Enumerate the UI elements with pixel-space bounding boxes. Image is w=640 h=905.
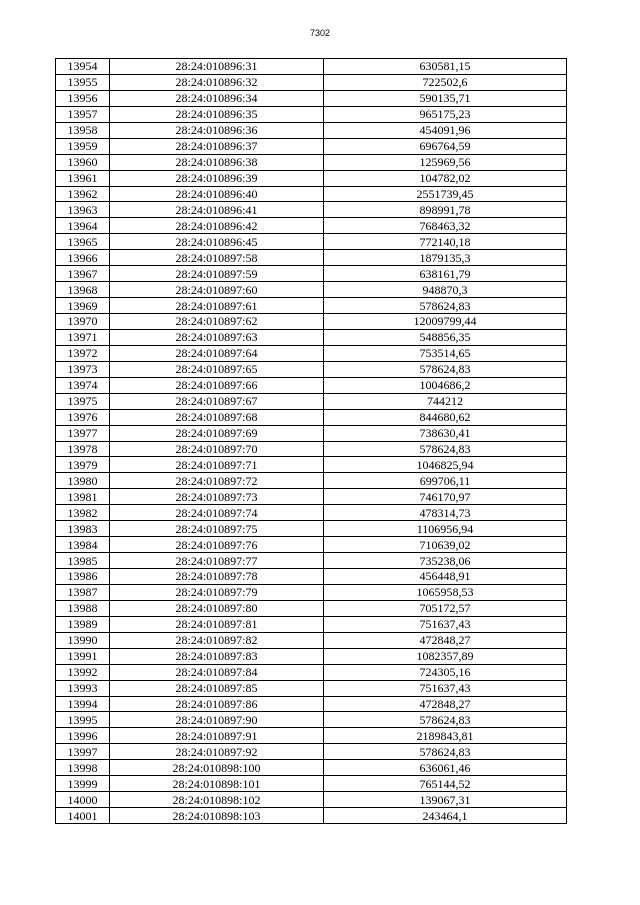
value-cell: 1879135,3 bbox=[324, 250, 567, 266]
row-number-cell: 13972 bbox=[56, 345, 110, 361]
cadastral-number-cell: 28:24:010897:74 bbox=[110, 505, 324, 521]
cadastral-number-cell: 28:24:010897:68 bbox=[110, 409, 324, 425]
row-number-cell: 13959 bbox=[56, 138, 110, 154]
row-number-cell: 13992 bbox=[56, 664, 110, 680]
row-number-cell: 13988 bbox=[56, 600, 110, 616]
value-cell: 751637,43 bbox=[324, 680, 567, 696]
value-cell: 578624,83 bbox=[324, 298, 567, 314]
registry-table bbox=[55, 58, 567, 824]
table-row bbox=[56, 138, 567, 154]
row-number-cell: 13964 bbox=[56, 218, 110, 234]
cadastral-number-cell: 28:24:010897:66 bbox=[110, 377, 324, 393]
cadastral-number-cell: 28:24:010896:37 bbox=[110, 138, 324, 154]
row-number-cell: 13955 bbox=[56, 74, 110, 90]
value-cell: 751637,43 bbox=[324, 616, 567, 632]
cadastral-number-cell: 28:24:010897:76 bbox=[110, 537, 324, 553]
value-cell: 844680,62 bbox=[324, 409, 567, 425]
row-number-cell: 13956 bbox=[56, 90, 110, 106]
table-row bbox=[56, 170, 567, 186]
table-row bbox=[56, 106, 567, 122]
row-number-cell: 13983 bbox=[56, 521, 110, 537]
table-row bbox=[56, 186, 567, 202]
value-cell: 630581,15 bbox=[324, 59, 567, 75]
table-row bbox=[56, 744, 567, 760]
cadastral-number-cell: 28:24:010897:61 bbox=[110, 298, 324, 314]
cadastral-number-cell: 28:24:010896:35 bbox=[110, 106, 324, 122]
row-number-cell: 13962 bbox=[56, 186, 110, 202]
row-number-cell: 14000 bbox=[56, 792, 110, 808]
table-row bbox=[56, 425, 567, 441]
table-row bbox=[56, 792, 567, 808]
row-number-cell: 13985 bbox=[56, 553, 110, 569]
value-cell: 578624,83 bbox=[324, 744, 567, 760]
row-number-cell: 13991 bbox=[56, 648, 110, 664]
table-row bbox=[56, 59, 567, 75]
value-cell: 1082357,89 bbox=[324, 648, 567, 664]
row-number-cell: 13986 bbox=[56, 569, 110, 585]
row-number-cell: 13996 bbox=[56, 728, 110, 744]
cadastral-number-cell: 28:24:010897:75 bbox=[110, 521, 324, 537]
table-row bbox=[56, 266, 567, 282]
value-cell: 478314,73 bbox=[324, 505, 567, 521]
value-cell: 696764,59 bbox=[324, 138, 567, 154]
table-row bbox=[56, 760, 567, 776]
row-number-cell: 13982 bbox=[56, 505, 110, 521]
table-row bbox=[56, 250, 567, 266]
table-row bbox=[56, 473, 567, 489]
value-cell: 578624,83 bbox=[324, 441, 567, 457]
table-row bbox=[56, 457, 567, 473]
cadastral-number-cell: 28:24:010897:59 bbox=[110, 266, 324, 282]
table-row bbox=[56, 521, 567, 537]
cadastral-number-cell: 28:24:010896:38 bbox=[110, 154, 324, 170]
cadastral-number-cell: 28:24:010897:58 bbox=[110, 250, 324, 266]
row-number-cell: 13973 bbox=[56, 361, 110, 377]
row-number-cell: 13974 bbox=[56, 377, 110, 393]
cadastral-number-cell: 28:24:010897:67 bbox=[110, 393, 324, 409]
cadastral-number-cell: 28:24:010897:91 bbox=[110, 728, 324, 744]
value-cell: 636061,46 bbox=[324, 760, 567, 776]
row-number-cell: 13978 bbox=[56, 441, 110, 457]
value-cell: 548856,35 bbox=[324, 329, 567, 345]
row-number-cell: 13990 bbox=[56, 632, 110, 648]
table-row bbox=[56, 489, 567, 505]
cadastral-number-cell: 28:24:010897:79 bbox=[110, 584, 324, 600]
cadastral-number-cell: 28:24:010897:63 bbox=[110, 329, 324, 345]
value-cell: 454091,96 bbox=[324, 122, 567, 138]
cadastral-number-cell: 28:24:010896:31 bbox=[110, 59, 324, 75]
value-cell: 746170,97 bbox=[324, 489, 567, 505]
table-row bbox=[56, 409, 567, 425]
table-row bbox=[56, 696, 567, 712]
value-cell: 578624,83 bbox=[324, 361, 567, 377]
row-number-cell: 13969 bbox=[56, 298, 110, 314]
row-number-cell: 13971 bbox=[56, 329, 110, 345]
cadastral-number-cell: 28:24:010897:73 bbox=[110, 489, 324, 505]
row-number-cell: 13958 bbox=[56, 122, 110, 138]
row-number-cell: 13999 bbox=[56, 776, 110, 792]
table-row bbox=[56, 537, 567, 553]
value-cell: 765144,52 bbox=[324, 776, 567, 792]
value-cell: 472848,27 bbox=[324, 696, 567, 712]
row-number-cell: 13961 bbox=[56, 170, 110, 186]
cadastral-number-cell: 28:24:010897:81 bbox=[110, 616, 324, 632]
cadastral-number-cell: 28:24:010896:45 bbox=[110, 234, 324, 250]
cadastral-number-cell: 28:24:010898:100 bbox=[110, 760, 324, 776]
value-cell: 243464,1 bbox=[324, 808, 567, 824]
value-cell: 125969,56 bbox=[324, 154, 567, 170]
table-row bbox=[56, 122, 567, 138]
table-row bbox=[56, 776, 567, 792]
value-cell: 578624,83 bbox=[324, 712, 567, 728]
value-cell: 139067,31 bbox=[324, 792, 567, 808]
row-number-cell: 13998 bbox=[56, 760, 110, 776]
value-cell: 744212 bbox=[324, 393, 567, 409]
cadastral-number-cell: 28:24:010897:71 bbox=[110, 457, 324, 473]
table-row bbox=[56, 345, 567, 361]
cadastral-number-cell: 28:24:010897:72 bbox=[110, 473, 324, 489]
value-cell: 710639,02 bbox=[324, 537, 567, 553]
cadastral-number-cell: 28:24:010897:83 bbox=[110, 648, 324, 664]
cadastral-number-cell: 28:24:010897:78 bbox=[110, 569, 324, 585]
cadastral-number-cell: 28:24:010896:34 bbox=[110, 90, 324, 106]
cadastral-number-cell: 28:24:010897:80 bbox=[110, 600, 324, 616]
cadastral-number-cell: 28:24:010897:90 bbox=[110, 712, 324, 728]
cadastral-number-cell: 28:24:010896:42 bbox=[110, 218, 324, 234]
row-number-cell: 13984 bbox=[56, 537, 110, 553]
row-number-cell: 13980 bbox=[56, 473, 110, 489]
table-row bbox=[56, 90, 567, 106]
row-number-cell: 14001 bbox=[56, 808, 110, 824]
table-row bbox=[56, 553, 567, 569]
value-cell: 898991,78 bbox=[324, 202, 567, 218]
cadastral-number-cell: 28:24:010898:102 bbox=[110, 792, 324, 808]
cadastral-number-cell: 28:24:010896:41 bbox=[110, 202, 324, 218]
value-cell: 735238,06 bbox=[324, 553, 567, 569]
row-number-cell: 13967 bbox=[56, 266, 110, 282]
table-row bbox=[56, 664, 567, 680]
value-cell: 1046825,94 bbox=[324, 457, 567, 473]
row-number-cell: 13989 bbox=[56, 616, 110, 632]
cadastral-number-cell: 28:24:010897:92 bbox=[110, 744, 324, 760]
value-cell: 590135,71 bbox=[324, 90, 567, 106]
row-number-cell: 13976 bbox=[56, 409, 110, 425]
value-cell: 738630,41 bbox=[324, 425, 567, 441]
table-row bbox=[56, 154, 567, 170]
cadastral-number-cell: 28:24:010897:85 bbox=[110, 680, 324, 696]
table-row bbox=[56, 377, 567, 393]
row-number-cell: 13993 bbox=[56, 680, 110, 696]
value-cell: 472848,27 bbox=[324, 632, 567, 648]
row-number-cell: 13981 bbox=[56, 489, 110, 505]
value-cell: 772140,18 bbox=[324, 234, 567, 250]
table-row bbox=[56, 282, 567, 298]
table-row bbox=[56, 202, 567, 218]
cadastral-number-cell: 28:24:010897:69 bbox=[110, 425, 324, 441]
value-cell: 965175,23 bbox=[324, 106, 567, 122]
row-number-cell: 13954 bbox=[56, 59, 110, 75]
table-row bbox=[56, 505, 567, 521]
cadastral-number-cell: 28:24:010898:101 bbox=[110, 776, 324, 792]
table-row bbox=[56, 712, 567, 728]
row-number-cell: 13979 bbox=[56, 457, 110, 473]
cadastral-number-cell: 28:24:010896:39 bbox=[110, 170, 324, 186]
row-number-cell: 13997 bbox=[56, 744, 110, 760]
table-row bbox=[56, 680, 567, 696]
table-row bbox=[56, 314, 567, 330]
table-row bbox=[56, 584, 567, 600]
cadastral-number-cell: 28:24:010896:40 bbox=[110, 186, 324, 202]
page-number: 7302 bbox=[309, 28, 331, 38]
value-cell: 104782,02 bbox=[324, 170, 567, 186]
table-row bbox=[56, 600, 567, 616]
cadastral-number-cell: 28:24:010897:82 bbox=[110, 632, 324, 648]
registry-table-body bbox=[56, 59, 567, 824]
row-number-cell: 13963 bbox=[56, 202, 110, 218]
row-number-cell: 13995 bbox=[56, 712, 110, 728]
row-number-cell: 13994 bbox=[56, 696, 110, 712]
value-cell: 768463,32 bbox=[324, 218, 567, 234]
cadastral-number-cell: 28:24:010897:60 bbox=[110, 282, 324, 298]
table-row bbox=[56, 361, 567, 377]
cadastral-number-cell: 28:24:010898:103 bbox=[110, 808, 324, 824]
table-row bbox=[56, 648, 567, 664]
row-number-cell: 13968 bbox=[56, 282, 110, 298]
row-number-cell: 13975 bbox=[56, 393, 110, 409]
row-number-cell: 13965 bbox=[56, 234, 110, 250]
row-number-cell: 13987 bbox=[56, 584, 110, 600]
value-cell: 1004686,2 bbox=[324, 377, 567, 393]
table-row bbox=[56, 329, 567, 345]
value-cell: 948870,3 bbox=[324, 282, 567, 298]
table-row bbox=[56, 298, 567, 314]
cadastral-number-cell: 28:24:010897:62 bbox=[110, 314, 324, 330]
value-cell: 456448,91 bbox=[324, 569, 567, 585]
cadastral-number-cell: 28:24:010896:36 bbox=[110, 122, 324, 138]
value-cell: 12009799,44 bbox=[324, 314, 567, 330]
cadastral-number-cell: 28:24:010896:32 bbox=[110, 74, 324, 90]
cadastral-number-cell: 28:24:010897:86 bbox=[110, 696, 324, 712]
table-row bbox=[56, 441, 567, 457]
table-row bbox=[56, 616, 567, 632]
value-cell: 638161,79 bbox=[324, 266, 567, 282]
value-cell: 753514,65 bbox=[324, 345, 567, 361]
row-number-cell: 13966 bbox=[56, 250, 110, 266]
row-number-cell: 13977 bbox=[56, 425, 110, 441]
table-row bbox=[56, 632, 567, 648]
value-cell: 705172,57 bbox=[324, 600, 567, 616]
value-cell: 1065958,53 bbox=[324, 584, 567, 600]
value-cell: 1106956,94 bbox=[324, 521, 567, 537]
table-row bbox=[56, 74, 567, 90]
table-row bbox=[56, 393, 567, 409]
cadastral-number-cell: 28:24:010897:77 bbox=[110, 553, 324, 569]
row-number-cell: 13960 bbox=[56, 154, 110, 170]
value-cell: 2189843,81 bbox=[324, 728, 567, 744]
cadastral-number-cell: 28:24:010897:65 bbox=[110, 361, 324, 377]
value-cell: 724305,16 bbox=[324, 664, 567, 680]
cadastral-number-cell: 28:24:010897:64 bbox=[110, 345, 324, 361]
row-number-cell: 13957 bbox=[56, 106, 110, 122]
value-cell: 699706,11 bbox=[324, 473, 567, 489]
table-row bbox=[56, 728, 567, 744]
cadastral-number-cell: 28:24:010897:70 bbox=[110, 441, 324, 457]
table-row bbox=[56, 234, 567, 250]
table-row bbox=[56, 808, 567, 824]
table-row bbox=[56, 569, 567, 585]
value-cell: 722502,6 bbox=[324, 74, 567, 90]
value-cell: 2551739,45 bbox=[324, 186, 567, 202]
row-number-cell: 13970 bbox=[56, 314, 110, 330]
table-row bbox=[56, 218, 567, 234]
cadastral-number-cell: 28:24:010897:84 bbox=[110, 664, 324, 680]
